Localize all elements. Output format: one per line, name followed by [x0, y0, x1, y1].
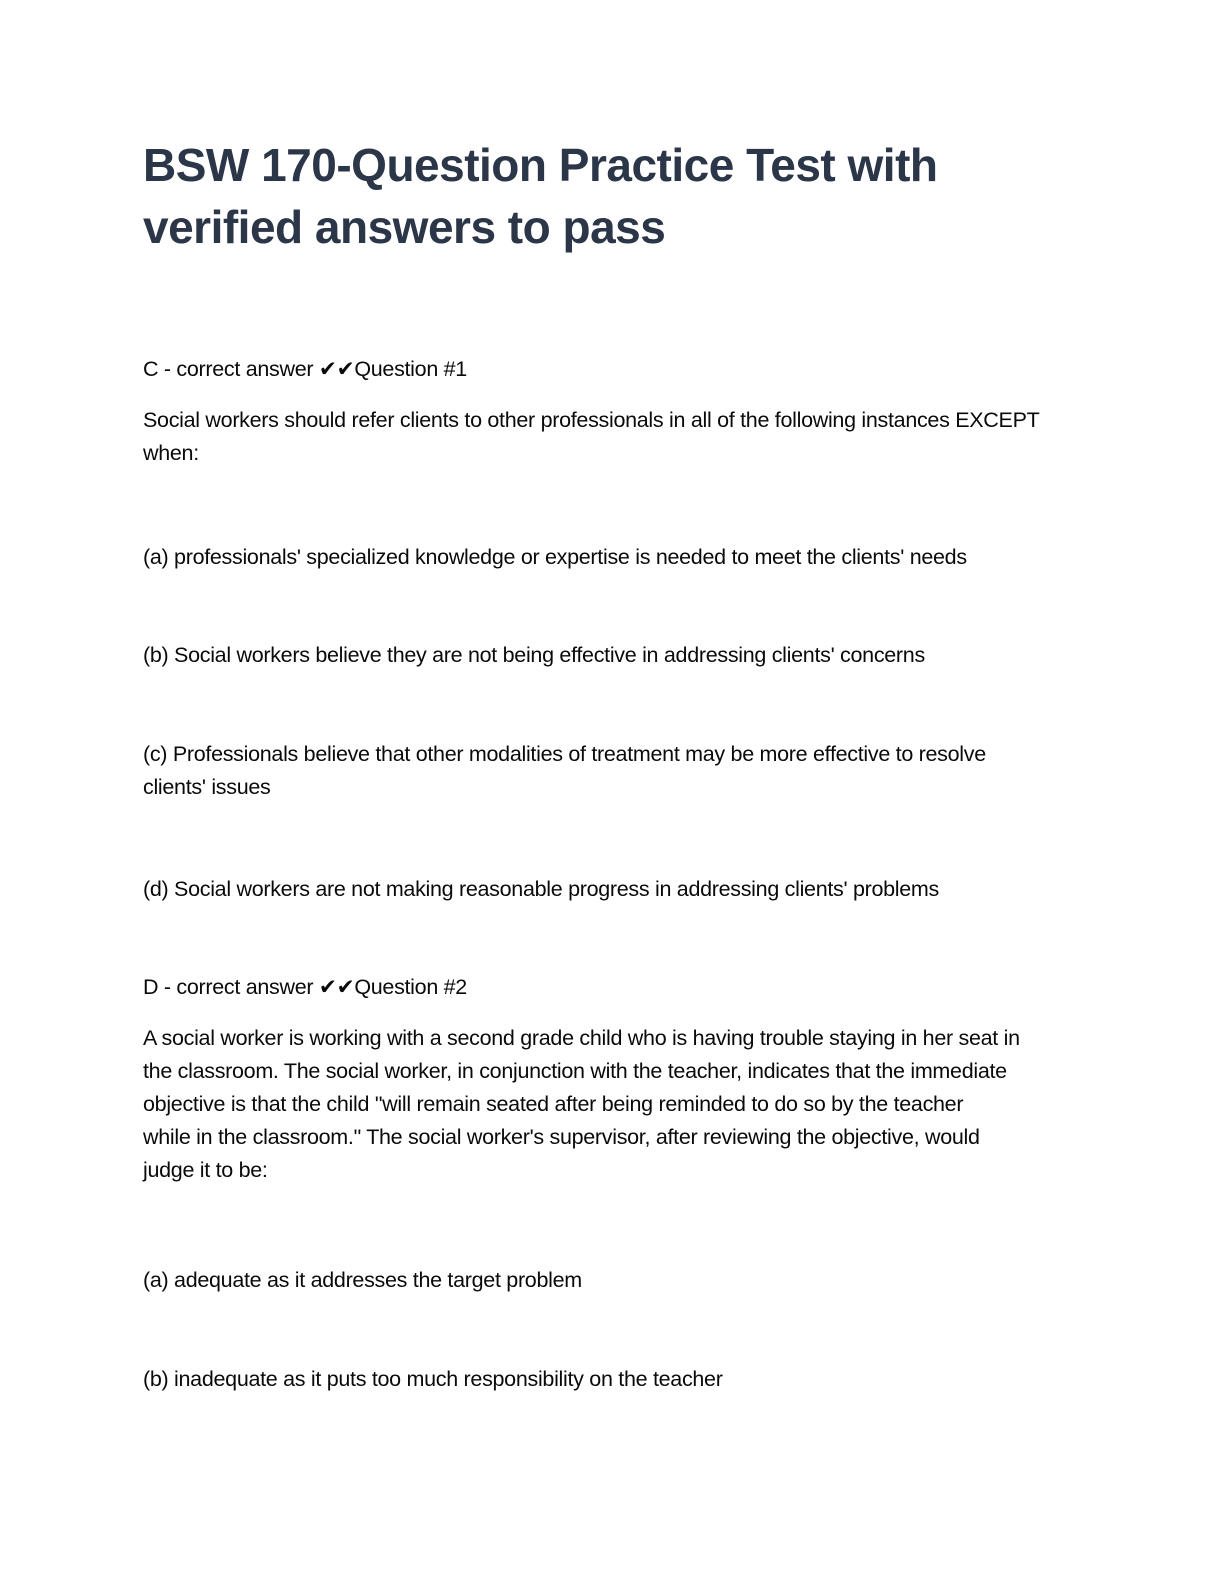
question-2-text [143, 1022, 1084, 1187]
page-title [143, 134, 1084, 258]
question-2-option-b: (b) inadequate as it puts too much responsibility on the teacher [143, 1367, 723, 1391]
question-1-text-line-1: Social workers should refer clients to other professionals in all of the following instances EXCEPT [143, 408, 1040, 432]
question-2-text-line-4: while in the classroom." The social worker's supervisor, after reviewing the objective, would [143, 1125, 980, 1149]
question-2-text-line-3: objective is that the child "will remain seated after being reminded to do so by the teacher [143, 1092, 964, 1116]
question-1-text-line-2: when: [143, 441, 199, 465]
question-2-text-line-2: the classroom. The social worker, in conjunction with the teacher, indicates that the immediate [143, 1059, 1007, 1083]
question-1-text [143, 404, 1084, 470]
page-title-line-2: verified answers to pass [143, 201, 666, 253]
question-2-option-a: (a) adequate as it addresses the target problem [143, 1268, 582, 1292]
question-1-option-c: (c) Professionals believe that other modalities of treatment may be more effective to resolve clients' issues [143, 742, 986, 799]
question-1-option-d: (d) Social workers are not making reasonable progress in addressing clients' problems [143, 877, 939, 901]
question-2-text-line-1: A social worker is working with a second grade child who is having trouble staying in her seat in [143, 1026, 1020, 1050]
page-title-line-1: BSW 170-Question Practice Test with [143, 139, 938, 191]
answer-line-q1: C - correct answer ✔✔Question #1 [143, 357, 467, 381]
answer-line-q2: D - correct answer ✔✔Question #2 [143, 975, 467, 999]
question-2-text-line-5: judge it to be: [143, 1158, 268, 1182]
question-1-option-b: (b) Social workers believe they are not being effective in addressing clients' concerns [143, 643, 925, 667]
question-1-option-a: (a) professionals' specialized knowledge or expertise is needed to meet the clients' needs [143, 545, 967, 569]
